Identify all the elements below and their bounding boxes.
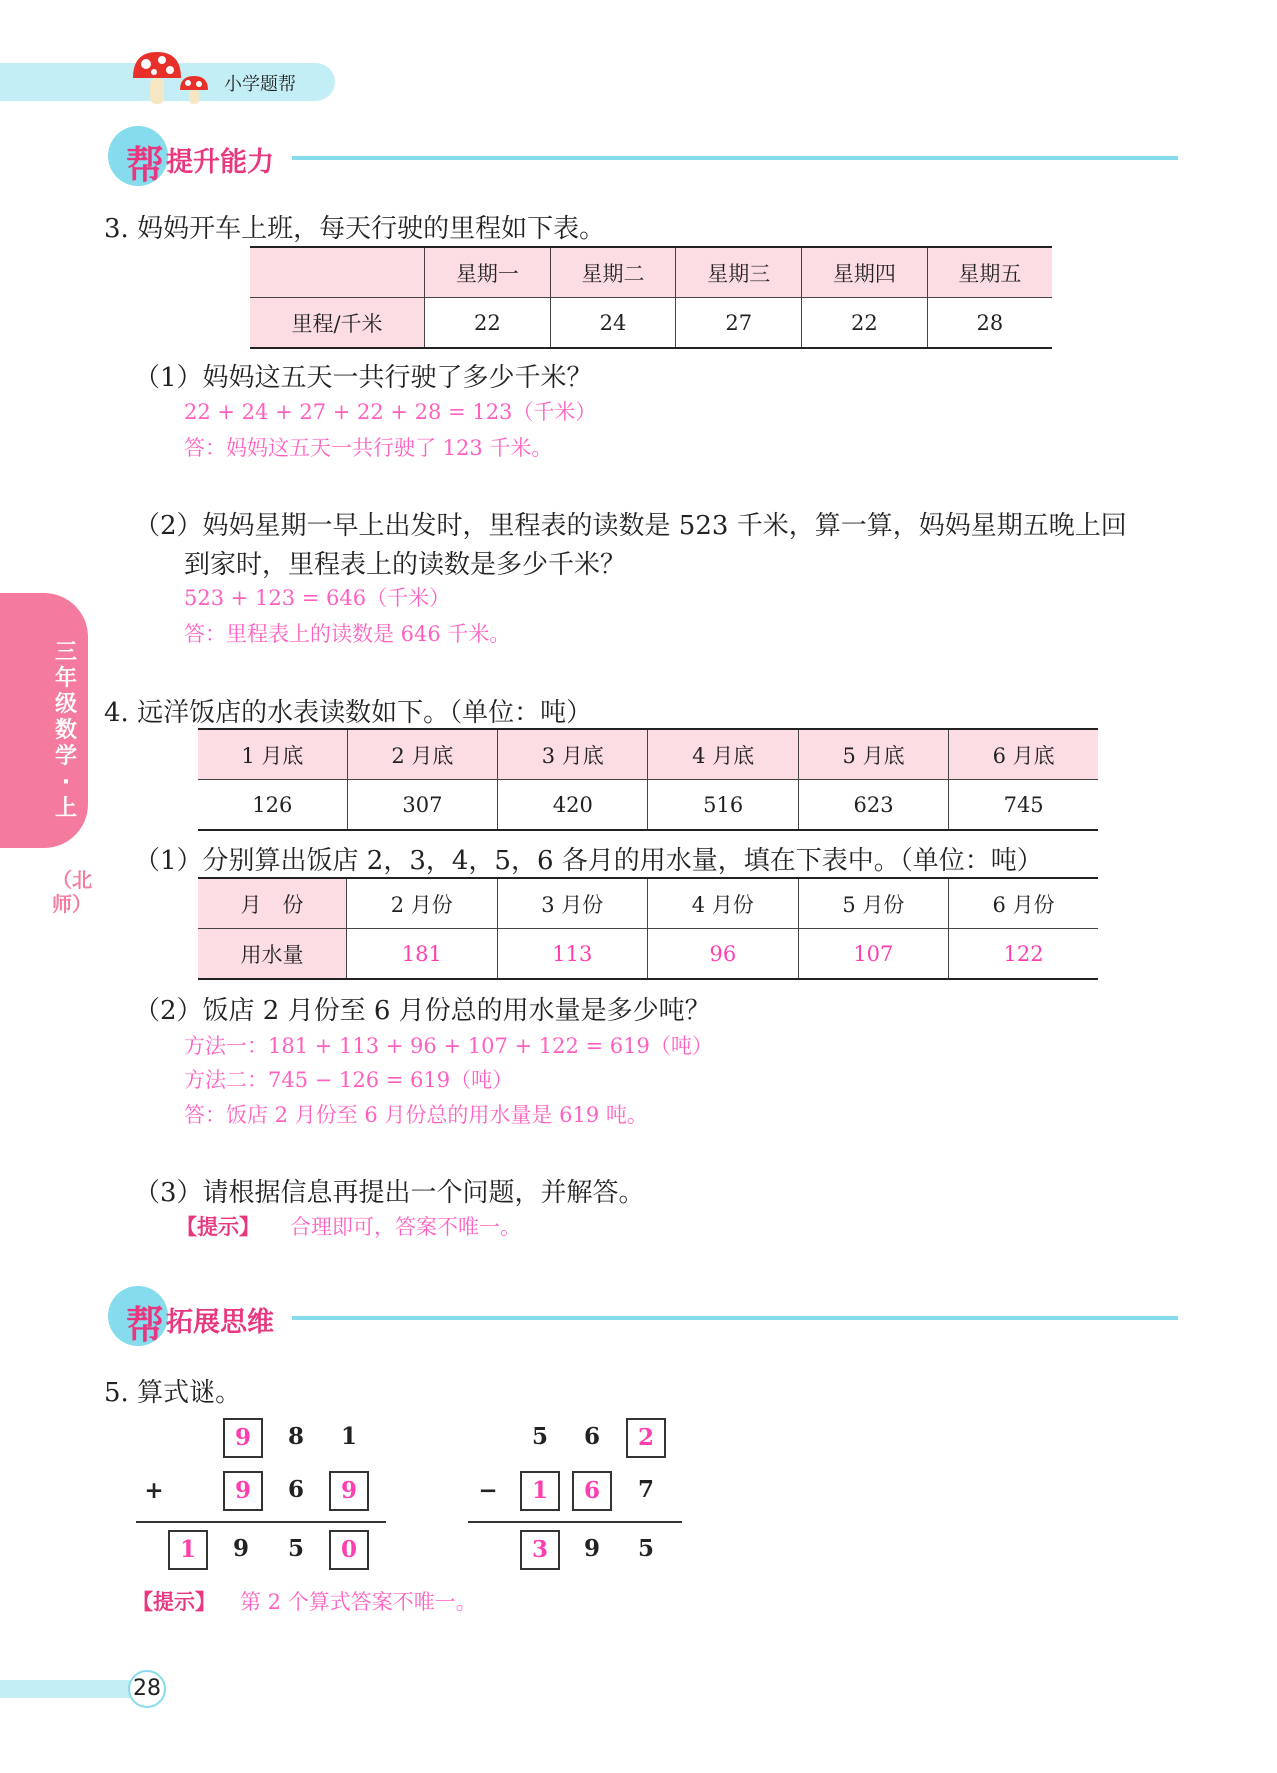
table-cell-answer: 96 — [648, 929, 799, 980]
table-corner — [250, 247, 425, 298]
table-cell: 27 — [676, 298, 802, 349]
q4-p3-hint-tag: 【提示】 — [176, 1214, 260, 1239]
table-cell: 745 — [949, 780, 1098, 831]
q3-p2-question-line1: （2）妈妈星期一早上出发时，里程表的读数是 523 千米，算一算，妈妈星期五晚上回 — [134, 511, 1127, 541]
table-header: 5 月底 — [798, 729, 948, 780]
table-cell: 22 — [425, 298, 551, 349]
add-result-box: 1 — [168, 1530, 208, 1570]
add-operator: + — [144, 1477, 164, 1504]
q3-title: 3. 妈妈开车上班，每天行驶的里程如下表。 — [104, 214, 606, 244]
q4-p2-method2: 方法二：745 − 126 = 619（吨） — [184, 1068, 514, 1092]
q5-title: 5. 算式谜。 — [104, 1378, 242, 1408]
table-header: 6 月底 — [949, 729, 1098, 780]
table-cell-answer: 181 — [347, 929, 498, 980]
sub-row1-digit: 6 — [583, 1423, 600, 1450]
q5-hint-tag: 【提示】 — [132, 1589, 216, 1614]
table-header: 星期五 — [927, 247, 1052, 298]
page-number: 28 — [128, 1670, 166, 1708]
sub-row1-box: 2 — [626, 1418, 666, 1458]
section-bang: 帮 — [126, 1302, 165, 1347]
table-header: 星期二 — [550, 247, 676, 298]
q4-meter-table — [198, 728, 1098, 831]
table-cell-answer: 107 — [798, 929, 949, 980]
q4-p3-question: （3）请根据信息再提出一个问题，并解答。 — [134, 1178, 645, 1208]
q4-title: 4. 远洋饭店的水表读数如下。（单位：吨） — [104, 698, 593, 728]
add-result-digit: 5 — [287, 1535, 304, 1562]
q4-usage-table — [198, 877, 1098, 980]
sub-result-box: 3 — [520, 1530, 560, 1570]
q3-p1-question: （1）妈妈这五天一共行驶了多少千米？ — [134, 363, 593, 393]
table-cell: 28 — [927, 298, 1052, 349]
table-header: 6 月份 — [949, 878, 1098, 929]
mushroom-small-icon — [178, 74, 210, 106]
q5-hint: 第 2 个算式答案不唯一。 — [240, 1590, 477, 1614]
table-row-label: 里程/千米 — [250, 298, 425, 349]
q3-mileage-table — [250, 246, 1052, 349]
sub-row1-digit: 5 — [531, 1423, 548, 1450]
section-divider — [292, 1316, 1178, 1320]
table-header: 星期三 — [676, 247, 802, 298]
table-header: 2 月底 — [347, 729, 497, 780]
sub-row2-box: 1 — [520, 1471, 560, 1511]
table-header: 5 月份 — [798, 878, 949, 929]
table-row-label: 用水量 — [198, 929, 347, 980]
table-header: 星期四 — [802, 247, 928, 298]
table-header: 3 月份 — [497, 878, 648, 929]
sub-difference-rule — [468, 1521, 682, 1523]
q4-p1-question: （1）分别算出饭店 2，3，4，5，6 各月的用水量，填在下表中。（单位：吨） — [134, 846, 1043, 876]
sub-result-digit: 9 — [583, 1535, 600, 1562]
section-label: 拓展思维 — [166, 1307, 274, 1338]
q3-p2-question-line2: 到家时，里程表上的读数是多少千米？ — [184, 550, 627, 580]
table-cell: 307 — [347, 780, 497, 831]
table-cell: 516 — [648, 780, 798, 831]
table-cell-answer: 122 — [949, 929, 1098, 980]
table-cell: 24 — [550, 298, 676, 349]
add-row2-box: 9 — [329, 1471, 369, 1511]
section-divider — [292, 156, 1178, 160]
table-cell: 126 — [198, 780, 347, 831]
sub-row2-digit: 7 — [637, 1476, 654, 1503]
side-tab-text: 三年级数学·上 — [54, 640, 77, 821]
add-row1-box: 9 — [223, 1418, 263, 1458]
q4-p2-method1: 方法一：181 + 113 + 96 + 107 + 122 = 619（吨） — [184, 1034, 713, 1058]
table-header: 星期一 — [425, 247, 551, 298]
table-cell: 22 — [802, 298, 928, 349]
table-row-label: 月 份 — [198, 878, 347, 929]
add-row1-digit: 1 — [340, 1423, 357, 1450]
q3-p1-work: 22 + 24 + 27 + 22 + 28 = 123（千米） — [184, 400, 597, 424]
q4-p2-question: （2）饭店 2 月份至 6 月份总的用水量是多少吨？ — [134, 996, 711, 1026]
table-header: 2 月份 — [347, 878, 498, 929]
sub-result-digit: 5 — [637, 1535, 654, 1562]
header-title: 小学题帮 — [224, 74, 296, 95]
add-result-box: 0 — [329, 1530, 369, 1570]
add-row2-digit: 6 — [287, 1476, 304, 1503]
q3-p2-answer: 答：里程表上的读数是 646 千米。 — [184, 622, 511, 646]
q4-p3-hint: 合理即可，答案不唯一。 — [290, 1215, 521, 1239]
side-tab-subtext: （北师） — [52, 868, 92, 916]
q3-p2-work: 523 + 123 = 646（千米） — [184, 586, 451, 610]
table-header: 1 月底 — [198, 729, 347, 780]
q4-p2-answer: 答：饭店 2 月份至 6 月份总的用水量是 619 吨。 — [184, 1103, 648, 1127]
table-header: 4 月底 — [648, 729, 798, 780]
section-bang: 帮 — [126, 142, 165, 187]
add-row1-digit: 8 — [287, 1423, 304, 1450]
add-result-digit: 9 — [232, 1535, 249, 1562]
table-cell: 420 — [498, 780, 648, 831]
footer-bar — [0, 1680, 140, 1698]
section-improve-heading — [108, 126, 1178, 186]
section-expand-heading — [108, 1286, 1178, 1346]
q3-p1-answer: 答：妈妈这五天一共行驶了 123 千米。 — [184, 436, 553, 460]
table-cell-answer: 113 — [497, 929, 648, 980]
table-cell: 623 — [798, 780, 948, 831]
mushroom-icon — [130, 48, 184, 106]
sub-operator: − — [478, 1477, 498, 1504]
add-row2-box: 9 — [223, 1471, 263, 1511]
table-header: 3 月底 — [498, 729, 648, 780]
table-header: 4 月份 — [648, 878, 799, 929]
add-sum-rule — [136, 1521, 386, 1523]
section-label: 提升能力 — [166, 147, 274, 178]
sub-row2-box: 6 — [572, 1471, 612, 1511]
